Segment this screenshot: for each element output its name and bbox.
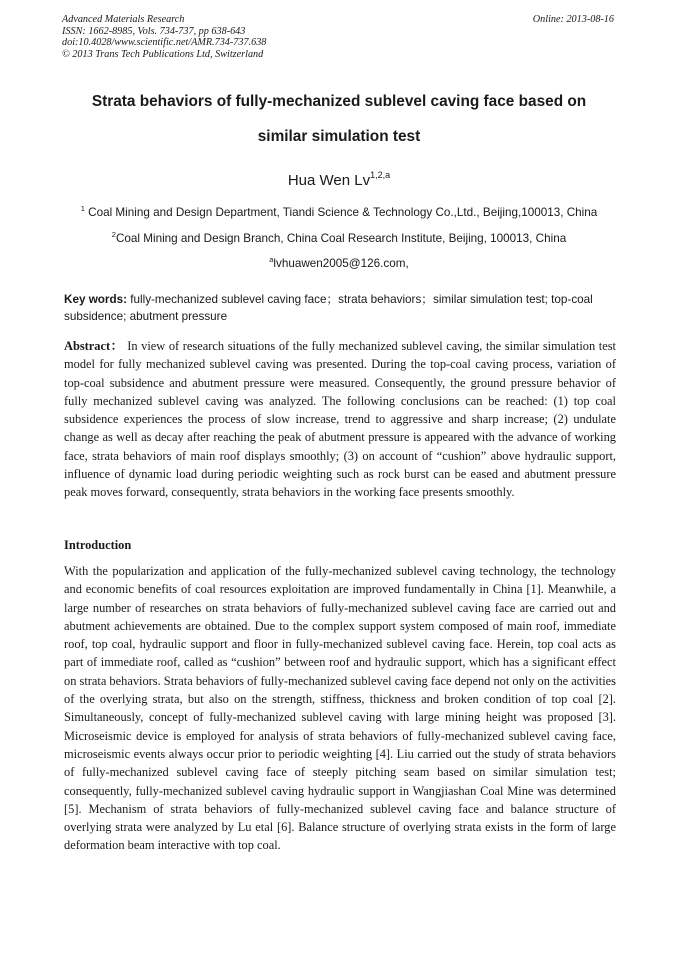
email-sup: a [269, 255, 274, 264]
keywords [64, 291, 616, 325]
introduction-paragraph: With the popularization and application of the fully-mechanized sublevel caving technology, the technology and economic benefits of coal resources exploitation are improved fundamentally in China [1]. Meanwhile, a large number of researches on strata behaviors of fully-mechanized sublevel caving face are carried out and abutment achievements are obtained. Due to the complex support system composed of main roof, immediate roof, top coal, hydraulic support and floor in fully-mechanized sublevel caving face. Herein, top coal acts as part of immediate roof, called as “cushion” between roof and hydraulic support, which has a significant effect on strata behaviors. Strata behaviors of fully-mechanized sublevel caving face depend not only on the activities of the overlying strata, but also on the strength, stiffness, thickness and broken condition of top coal [2]. Simultaneously, concept of fully-mechanized sublevel caving with large mining height was proposed [3]. Microseismic device is employed for analysis of strata behaviors of fully-mechanized sublevel caving face, microseismic events always occur prior to periodic weighting [4]. Liu carried out the study of strata behaviors of fully-mechanized sublevel caving face of steeply pitching seam based on similar simulation test; consequently, fully-mechanized sublevel caving hydraulic support in Wangjiashan Coal Mine was determined [5]. Mechanism of strata behaviors of fully-mechanized sublevel caving face and balance structure of overlying strata were analyzed by Lu etal [6]. Balance structure of overlying strata exists in the form of large deformation beam interactive with top coal. [64, 564, 616, 853]
author-name: Hua Wen Lv [287, 172, 371, 189]
abstract-text: In view of research situations of the fully mechanized sublevel caving, the similar simulation test model for fully mechanized sublevel caving was presented. During the top-coal caving process, variation of top-coal subsidence and abutment pressure were measured. Consequently, the ground pressure behavior of fully mechanized sublevel caving was analyzed. The following conclusions can be reached: (1) top coal subsidence experiences the process of slow increase, trend to aggressive and sharp increase; (2) undulate change as well as decay after reaching the peak of abutment pressure is appeared with the advance of working face, strata behaviors of main roof displays smoothly; (3) on account of “cushion” above hydraulic support, influence of dynamic load during periodic weighting such as rock burst can be eased and abutment pressure peak moves forward, consequently, strata behaviors in the working face presents smoothly. [64, 339, 616, 500]
copyright-line: © 2013 Trans Tech Publications Ltd, Switzerland [62, 48, 264, 60]
online-date: Online: 2013-08-16 [532, 14, 614, 25]
keywords-text: fully-mechanized sublevel caving face；strata behaviors；similar simulation test; top-coal subsidence; abutment pressure [64, 293, 593, 323]
affiliation-1-sup: 1 [80, 204, 85, 213]
email-text: lvhuawen2005@126.com, [273, 257, 409, 270]
author-email [0, 255, 678, 270]
abstract-label: Abstract： [64, 339, 124, 353]
author-superscript: 1,2,a [370, 170, 391, 180]
affiliation-2 [0, 230, 678, 245]
affiliation-2-sup: 2 [111, 230, 116, 239]
paper-title-line-1: Strata behaviors of fully-mechanized sublevel caving face based on [91, 93, 587, 110]
affiliation-1-text: Coal Mining and Design Department, Tiandi Science & Technology Co.,Ltd., Beijing,100013, China [88, 206, 598, 219]
paper-title-line-2: similar simulation test [257, 128, 421, 145]
introduction-heading: Introduction [64, 538, 132, 552]
author-line [0, 170, 678, 189]
affiliation-1 [0, 204, 678, 219]
keywords-label: Key words: [64, 293, 127, 306]
abstract [64, 337, 616, 502]
issn-line: ISSN: 1662-8985, Vols. 734-737, pp 638-643 [62, 25, 246, 37]
journal-header [62, 14, 462, 60]
doi-line: doi:10.4028/www.scientific.net/AMR.734-737.638 [62, 37, 267, 49]
journal-name: Advanced Materials Research [62, 14, 185, 25]
affiliation-2-text: Coal Mining and Design Branch, China Coal Research Institute, Beijing, 100013, China [115, 232, 567, 245]
